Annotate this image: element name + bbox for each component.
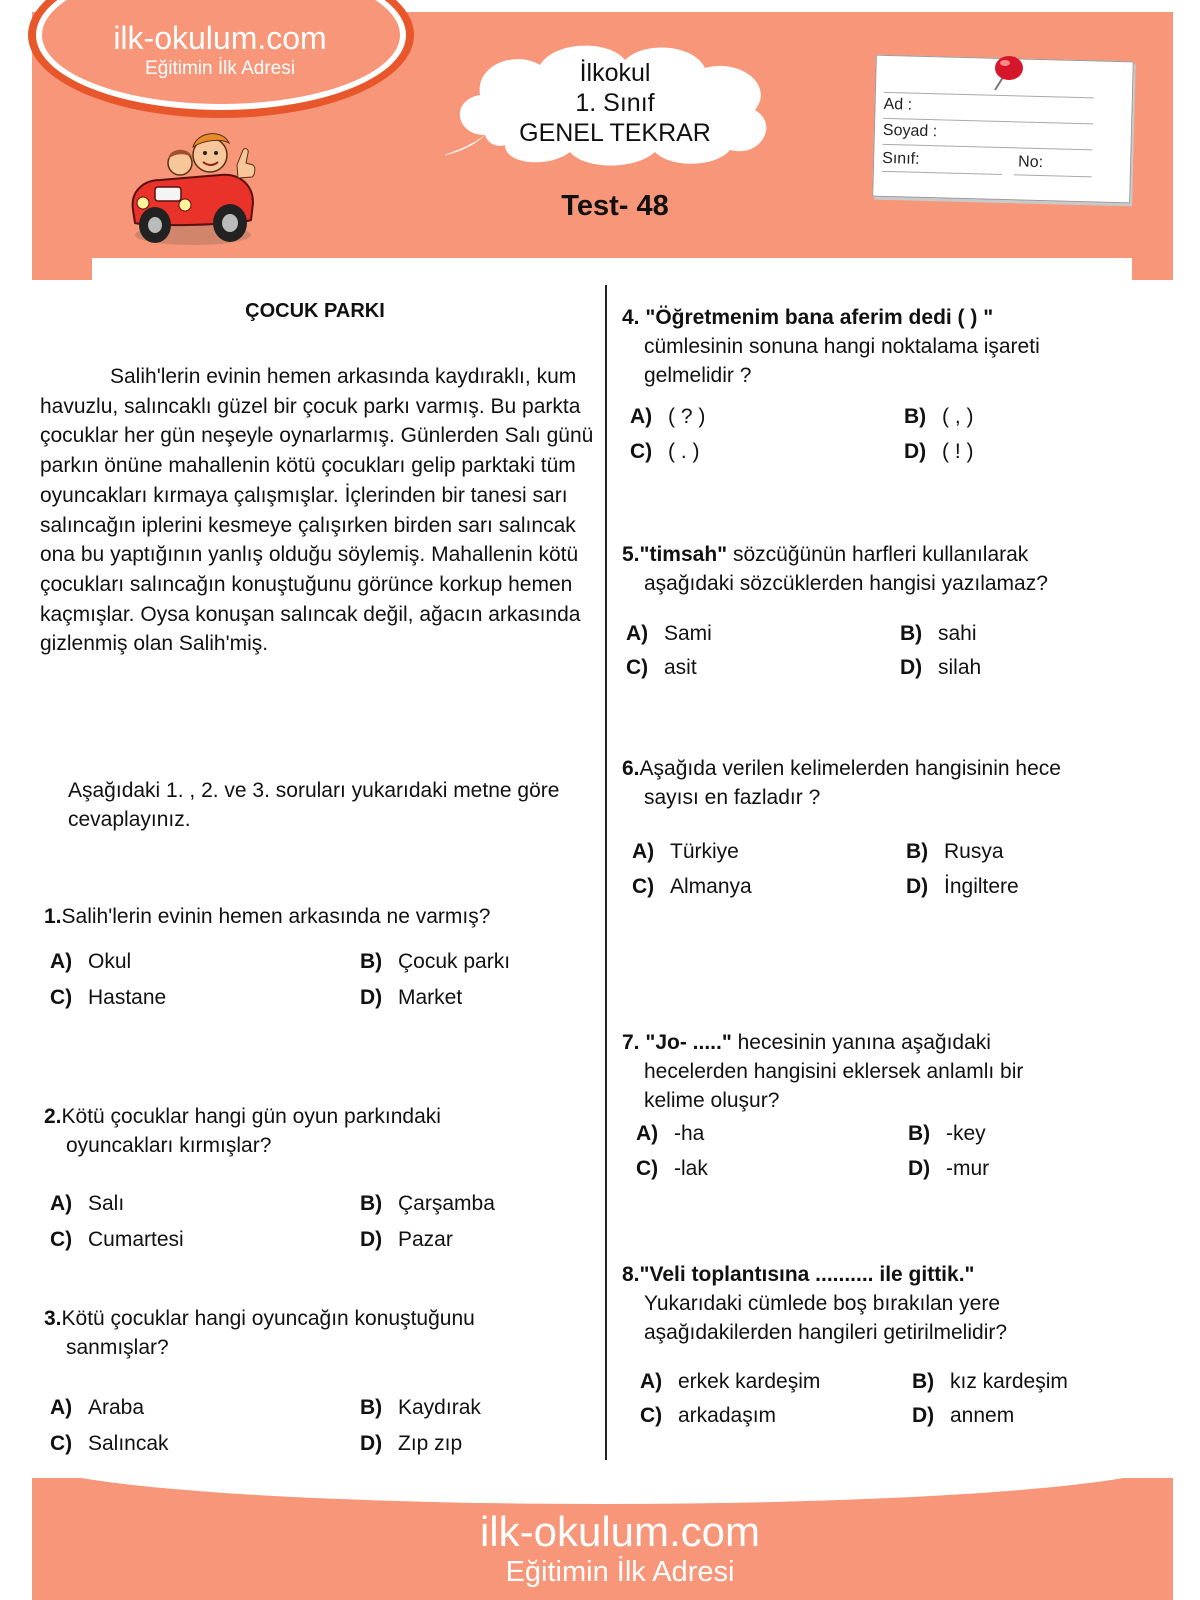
option-1a[interactable]: A) Okul [50,950,132,973]
option-6a[interactable]: A) Türkiye [632,840,739,863]
question-8 [622,1260,1182,1347]
question-number: 1. [44,905,62,928]
label-ad: Ad : [883,95,913,114]
question-4 [622,303,1182,390]
question-5 [622,540,1182,598]
option-5c[interactable]: C) asit [626,656,697,679]
question-number: 4. [622,306,640,329]
question-number: 7. [622,1031,640,1054]
question-text-cont: sanmışlar? [66,1336,169,1359]
option-8b[interactable]: B) kız kardeşim [912,1370,1068,1393]
option-7d[interactable]: D) -mur [908,1157,990,1180]
question-text-cont: Yukarıdaki cümlede boş bırakılan yere [644,1292,1001,1315]
option-1c[interactable]: C) Hastane [50,986,167,1009]
logo-title: ilk-okulum.com [113,20,327,56]
column-divider [605,285,607,1461]
option-5d[interactable]: D) silah [900,656,982,679]
option-8a[interactable]: A) erkek kardeşim [640,1370,821,1393]
option-7b[interactable]: B) -key [908,1122,986,1145]
question-text-cont: hecelerden hangisini eklersek anlamlı bir [644,1060,1024,1083]
label-soyad: Soyad : [882,121,938,141]
option-4b[interactable]: B) ( , ) [904,405,974,428]
question-1 [44,902,604,931]
option-5a[interactable]: A) Sami [626,622,712,645]
option-8d[interactable]: D) annem [912,1404,1015,1427]
sinif-line [882,171,1002,175]
option-2b[interactable]: B) Çarşamba [360,1192,495,1215]
question-quote: "timsah" [639,543,728,566]
option-4c[interactable]: C) ( . ) [630,440,700,463]
question-text: sözcüğünün harfleri kullanılarak [727,543,1029,566]
question-text-cont: aşağıdaki sözcüklerden hangisi yazılamaz? [644,572,1048,595]
option-2a[interactable]: A) Salı [50,1192,125,1215]
question-quote: "Veli toplantısına .......... ile gittik." [639,1263,975,1286]
option-1b[interactable]: B) Çocuk parkı [360,950,511,973]
grade-class: 1. Sınıf [575,89,655,117]
question-3 [44,1304,604,1362]
option-1d[interactable]: D) Market [360,986,463,1009]
option-4d[interactable]: D) ( ! ) [904,440,974,463]
question-quote: "Öğretmenim bana aferim dedi ( ) " [645,306,994,329]
question-number: 2. [44,1105,62,1128]
soyad-line [883,144,1093,150]
footer-title: ilk-okulum.com [479,1508,761,1555]
question-6 [622,754,1182,812]
no-line [1014,174,1092,177]
question-text: Kötü çocuklar hangi oyuncağın konuştuğunu [61,1307,475,1330]
pushpin-icon [985,50,1025,100]
option-6b[interactable]: B) Rusya [906,840,1004,863]
question-number: 3. [44,1307,62,1330]
question-text: Salih'lerin evinin hemen arkasında ne varmış? [61,905,491,928]
question-text-cont: aşağıdakilerden hangileri getirilmelidir? [644,1321,1008,1344]
story-paragraph: Salih'lerin evinin hemen arkasında kaydıraklı, kum havuzlu, salıncaklı güzel bir çocuk parkı varmış. Bu parkta çocuklar her gün neşeyle oynarlarmış. Günlerden Salı günü parkın önüne mahallenin kötü çocukları gelip parktaki tüm oyuncakları kırmaya çalışmışlar. İçlerinden bir tanesi sarı salıncağın iplerini kesmeye çalışırken birden sarı salıncak ona bu yaptığının yanlış olduğu söylemiş. Mahallenin kötü çocukları salıncağın konuştuğunu görünce korkup hemen kaçmışlar. Oysa konuşan salıncak değil, ağacın arkasında gizlenmiş olan Salih'miş. [40,365,594,656]
option-3a[interactable]: A) Araba [50,1396,145,1419]
option-6c[interactable]: C) Almanya [632,875,752,898]
grade-level: İlkokul [579,59,651,87]
option-8c[interactable]: C) arkadaşım [640,1404,777,1427]
question-text-cont: gelmelidir ? [644,364,752,387]
question-2 [44,1102,604,1160]
question-text-cont: cümlesinin sonuna hangi noktalama işareti [644,335,1040,358]
label-sinif: Sınıf: [881,149,920,168]
option-7a[interactable]: A) -ha [636,1122,705,1145]
test-title: Test- 48 [561,190,669,222]
question-7 [622,1028,1182,1115]
question-text-cont: kelime oluşur? [644,1089,780,1112]
question-text: Kötü çocuklar hangi gün oyun parkındaki [61,1105,441,1128]
option-3d[interactable]: D) Zıp zıp [360,1432,463,1455]
question-quote: "Jo- ....." [645,1031,732,1054]
option-2c[interactable]: C) Cumartesi [50,1228,184,1251]
cloud-text [455,58,775,148]
header-bottom-strip [92,258,1132,280]
logo-subtitle: Eğitimin İlk Adresi [145,58,295,79]
instruction-text: Aşağıdaki 1. , 2. ve 3. soruları yukarıdaki metne göre cevaplayınız. [68,779,560,831]
car-cartoon-icon [125,125,260,255]
story-title: ÇOCUK PARKI [245,300,385,322]
question-text: hecesinin yanına aşağıdaki [731,1031,991,1054]
option-5b[interactable]: B) sahi [900,622,977,645]
question-number: 6. [622,757,640,780]
question-number: 5. [622,543,640,566]
option-4a[interactable]: A) ( ? ) [630,405,706,428]
story-text [40,362,595,659]
option-3c[interactable]: C) Salıncak [50,1432,169,1455]
test-topic: GENEL TEKRAR [519,119,711,147]
question-text-cont: oyuncakları kırmışlar? [66,1134,272,1157]
option-6d[interactable]: D) İngiltere [906,875,1019,898]
question-number: 8. [622,1263,640,1286]
option-2d[interactable]: D) Pazar [360,1228,453,1251]
option-3b[interactable]: B) Kaydırak [360,1396,481,1419]
question-text: Aşağıda verilen kelimelerden hangisinin hece [639,757,1061,780]
question-text-cont: sayısı en fazladır ? [644,786,821,809]
footer-subtitle: Eğitimin İlk Adresi [505,1556,735,1588]
option-7c[interactable]: C) -lak [636,1157,708,1180]
label-no: No: [1017,153,1044,172]
